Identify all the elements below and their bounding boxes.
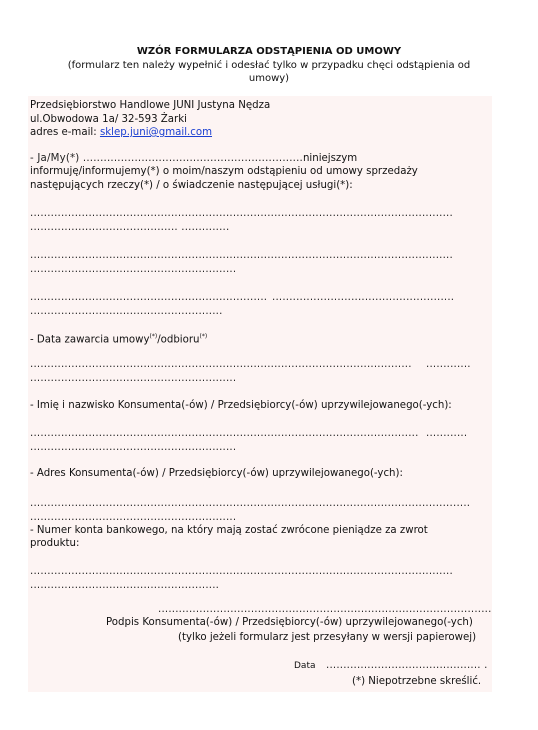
intro-word: niniejszym xyxy=(302,153,358,164)
form-subtitle-line2: umowy) xyxy=(248,73,290,84)
blank-line[interactable]: ....................................................... xyxy=(30,580,220,591)
form-title: WZÓR FORMULARZA ODSTĄPIENIA OD UMOWY xyxy=(136,46,402,57)
intro-line3: następujących rzeczy(*) / o świadczenie następującej usługi(*): xyxy=(30,180,353,191)
intro-line2: informuję/informujemy(*) o moim/naszym odstąpieniu od umowy sprzedaży xyxy=(30,166,418,177)
footnote: (*) Niepotrzebne skreślić. xyxy=(352,676,482,687)
intro-line1 xyxy=(30,153,357,165)
date-field-label: - Data zawarcia umowy(*)/odbioru(*) xyxy=(30,333,208,346)
company-address: ul.Obwodowa 1a/ 32-593 Żarki xyxy=(30,114,187,125)
signature-label: Podpis Konsumenta(-ów) / Przedsiębiorcy(-ów) uprzywilejowanego(-ych) xyxy=(106,617,473,628)
blank-line[interactable]: ............................................................ xyxy=(30,373,237,384)
blank-line[interactable]: ........................................................ xyxy=(30,306,223,317)
blank-line[interactable]: ..... xyxy=(453,498,471,509)
email-label: adres e-mail: xyxy=(30,127,97,138)
blank-line[interactable]: ........................................................................................................................... xyxy=(30,208,453,219)
blank-line[interactable]: ............................................................ xyxy=(30,512,237,523)
bank-field-label-line1: - Numer konta bankowego, na który mają zostać zwrócone pieniądze za zwrot xyxy=(30,525,428,536)
blank-line[interactable]: ........................................... .............. xyxy=(30,222,230,233)
company-name: Przedsiębiorstwo Handlowe JUNI Justyna Nędza xyxy=(30,100,271,111)
intro-name-blank[interactable]: - Ja/My(*) ................................................................ xyxy=(30,153,303,164)
blank-line[interactable]: ................................................................................................................. xyxy=(30,428,419,439)
blank-line[interactable]: ..................................................... xyxy=(272,292,455,303)
blank-line[interactable]: ............ xyxy=(426,428,468,439)
email-link[interactable]: sklep.juni@gmail.com xyxy=(99,127,213,138)
blank-line[interactable]: ........................................................................................................................... xyxy=(30,566,453,577)
blank-line[interactable]: ..................................................................... xyxy=(30,292,268,303)
signature-blank[interactable]: ................................................................................................. xyxy=(158,604,492,615)
bank-field-label-line2: produktu: xyxy=(30,538,80,549)
blank-line[interactable]: ............................................................................................................... xyxy=(30,359,412,370)
date-blank[interactable]: ............................................. . xyxy=(326,660,488,671)
blank-line[interactable]: ............................................................ xyxy=(30,264,237,275)
signature-note: (tylko jeżeli formularz jest przesyłany w wersji papierowej) xyxy=(178,632,477,643)
blank-line[interactable]: ............................................................ xyxy=(30,442,237,453)
address-field-label: - Adres Konsumenta(-ów) / Przedsiębiorcy(-ów) uprzywilejowanego(-ych): xyxy=(30,468,403,479)
blank-line[interactable]: ........................................................................................................................... xyxy=(30,250,453,261)
name-field-label: - Imię i nazwisko Konsumenta(-ów) / Przedsiębiorcy(-ów) uprzywilejowanego(-ych): xyxy=(30,400,452,411)
company-email-row xyxy=(30,127,212,139)
date-label: Data xyxy=(294,661,316,671)
blank-line[interactable]: ............. xyxy=(426,359,471,370)
form-subtitle-line1: (formularz ten należy wypełnić i odesłać tylko w przypadku chęci odstąpienia od xyxy=(67,60,471,71)
blank-line[interactable]: ........................................................................................................................... xyxy=(30,498,453,509)
